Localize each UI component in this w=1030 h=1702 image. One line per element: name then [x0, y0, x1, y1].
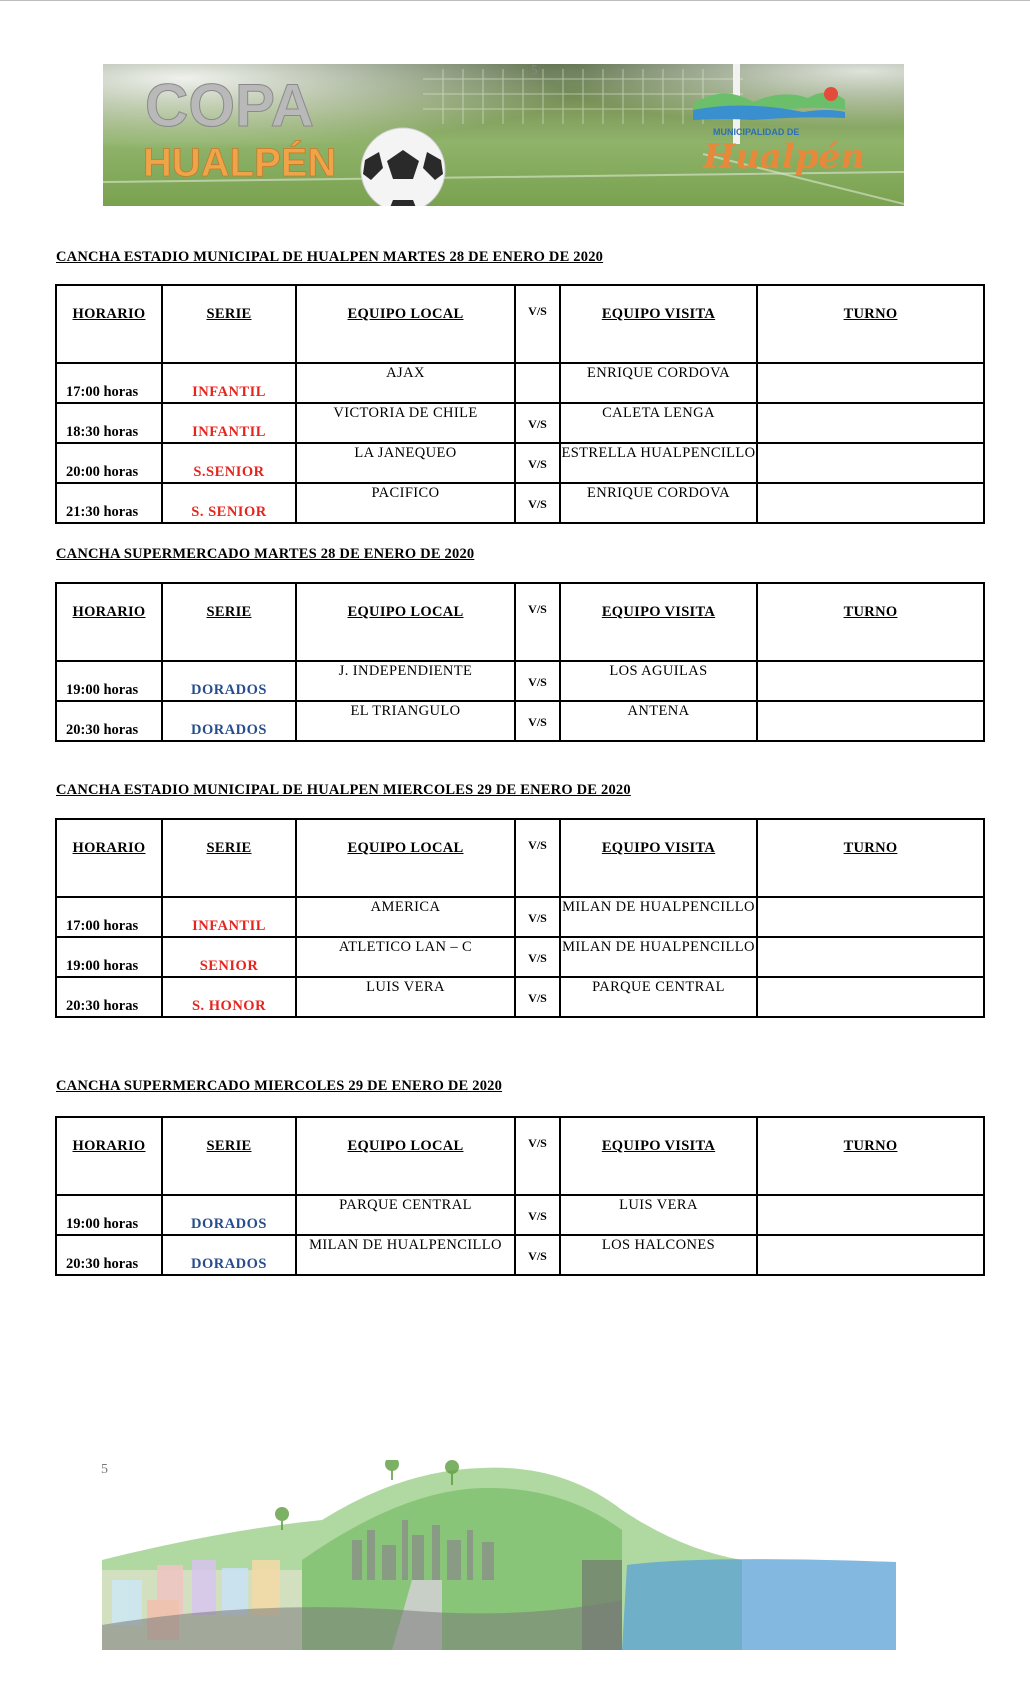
turno-cell: [757, 363, 984, 403]
header-equipo-local: EQUIPO LOCAL: [347, 306, 464, 322]
team-visita: ANTENA: [627, 703, 690, 719]
match-time: 20:00 horas: [66, 464, 139, 480]
team-local: J. INDEPENDIENTE: [338, 663, 473, 679]
team-local: ATLETICO LAN – C: [338, 939, 473, 955]
team-local: EL TRIANGULO: [350, 703, 461, 719]
table-header-row: [56, 1117, 984, 1195]
header-horario: HORARIO: [72, 1138, 146, 1154]
table-header-row: [56, 285, 984, 363]
table-row: [56, 363, 984, 403]
header-horario: HORARIO: [72, 840, 146, 856]
vs-label: V/S: [528, 911, 547, 925]
section-title: CANCHA ESTADIO MUNICIPAL DE HUALPEN MARTES 28 DE ENERO DE 2020: [56, 249, 604, 265]
turno-cell: [757, 937, 984, 977]
vs-label: V/S: [528, 1209, 547, 1223]
match-serie: INFANTIL: [192, 424, 266, 440]
match-time: 19:00 horas: [66, 1216, 139, 1232]
team-local: AMERICA: [370, 899, 441, 915]
turno-cell: [757, 483, 984, 523]
vs-label: V/S: [528, 675, 547, 689]
vs-label: V/S: [528, 497, 547, 511]
table-header-row: [56, 583, 984, 661]
match-serie: S. SENIOR: [191, 504, 267, 520]
header-equipo-local: EQUIPO LOCAL: [347, 840, 464, 856]
team-local: AJAX: [386, 365, 425, 381]
header-turno: TURNO: [843, 604, 898, 620]
team-visita: LOS HALCONES: [601, 1237, 716, 1253]
banner-logo-big: Hualpén: [703, 137, 865, 177]
top-rule: [0, 0, 1030, 1]
match-time: 17:00 horas: [66, 384, 139, 400]
page-number-top: 5: [531, 62, 538, 77]
header-cell: [162, 285, 296, 363]
header-equipo-local: EQUIPO LOCAL: [347, 604, 464, 620]
team-local: LA JANEQUEO: [354, 445, 457, 461]
table-row: [56, 1195, 984, 1235]
team-local: MILAN DE HUALPENCILLO: [309, 1237, 502, 1253]
header-cell: [296, 285, 515, 363]
banner-logo-small: MUNICIPALIDAD DE: [713, 127, 800, 137]
turno-cell: [757, 403, 984, 443]
match-serie: S.SENIOR: [193, 464, 265, 480]
team-local: VICTORIA DE CHILE: [333, 405, 478, 421]
turno-cell: [757, 977, 984, 1017]
hualpen-city-illustration: [102, 1460, 896, 1650]
match-time: 17:00 horas: [66, 918, 139, 934]
section-title: CANCHA SUPERMERCADO MIERCOLES 29 DE ENERO DE 2020: [56, 1078, 503, 1094]
match-serie: DORADOS: [190, 1216, 267, 1232]
turno-cell: [757, 1235, 984, 1275]
turno-cell: [757, 1195, 984, 1235]
schedule-table: [55, 1116, 985, 1276]
header-cell: [515, 285, 560, 363]
header-equipo-visita: EQUIPO VISITA: [601, 306, 716, 322]
match-time: 20:30 horas: [66, 722, 139, 738]
header-equipo-visita: EQUIPO VISITA: [601, 1138, 716, 1154]
header-cell: [56, 285, 162, 363]
header-turno: TURNO: [843, 306, 898, 322]
match-serie: INFANTIL: [192, 384, 266, 400]
match-serie: DORADOS: [190, 1256, 267, 1272]
turno-cell: [757, 661, 984, 701]
table-row: [56, 1235, 984, 1275]
vs-label: V/S: [528, 457, 547, 471]
match-time: 20:30 horas: [66, 1256, 139, 1272]
header-horario: HORARIO: [72, 604, 146, 620]
section-title: CANCHA ESTADIO MUNICIPAL DE HUALPEN MIERCOLES 29 DE ENERO DE 2020: [56, 782, 631, 798]
match-time: 21:30 horas: [66, 504, 139, 520]
table-row: [56, 701, 984, 741]
vs-label: V/S: [528, 417, 547, 431]
table-row: [56, 403, 984, 443]
header-cell: [757, 285, 984, 363]
turno-cell: [757, 443, 984, 483]
header-vs: V/S: [528, 1136, 547, 1150]
section-title: CANCHA SUPERMERCADO MARTES 28 DE ENERO DE 2020: [56, 546, 475, 562]
table-header-row: [56, 819, 984, 897]
page-number-bottom: 5: [101, 1462, 108, 1477]
table-row: [56, 897, 984, 937]
table-row: [56, 483, 984, 523]
team-visita: MILAN DE HUALPENCILLO: [562, 899, 755, 915]
match-time: 20:30 horas: [66, 998, 139, 1014]
vs-label: V/S: [528, 991, 547, 1005]
schedule-table: [55, 818, 985, 1018]
header-serie: SERIE: [206, 306, 252, 322]
header-vs: V/S: [528, 304, 547, 318]
turno-cell: [757, 897, 984, 937]
header-vs: V/S: [528, 838, 547, 852]
team-visita: CALETA LENGA: [602, 405, 715, 421]
copa-hualpen-banner: [103, 64, 904, 206]
header-equipo-local: EQUIPO LOCAL: [347, 1138, 464, 1154]
header-serie: SERIE: [206, 840, 252, 856]
team-visita: ESTRELLA HUALPENCILLO: [561, 445, 756, 461]
match-serie: DORADOS: [190, 682, 267, 698]
match-time: 19:00 horas: [66, 682, 139, 698]
table-row: [56, 443, 984, 483]
header-serie: SERIE: [206, 1138, 252, 1154]
table-row: [56, 977, 984, 1017]
team-visita: PARQUE CENTRAL: [592, 979, 725, 995]
table-row: [56, 661, 984, 701]
header-turno: TURNO: [843, 840, 898, 856]
banner-title-line1: COPA: [145, 72, 314, 139]
header-serie: SERIE: [206, 604, 252, 620]
turno-cell: [757, 701, 984, 741]
match-serie: INFANTIL: [192, 918, 266, 934]
match-time: 18:30 horas: [66, 424, 139, 440]
schedule-table: [55, 284, 985, 524]
header-horario: HORARIO: [72, 306, 146, 322]
team-visita: MILAN DE HUALPENCILLO: [562, 939, 755, 955]
match-serie: SENIOR: [199, 958, 259, 974]
team-local: LUIS VERA: [366, 979, 445, 995]
header-equipo-visita: EQUIPO VISITA: [601, 840, 716, 856]
table-row: [56, 937, 984, 977]
team-visita: LOS AGUILAS: [609, 663, 708, 679]
team-local: PARQUE CENTRAL: [339, 1197, 472, 1213]
match-serie: DORADOS: [190, 722, 267, 738]
team-local: PACIFICO: [371, 485, 440, 501]
vs-label: V/S: [528, 715, 547, 729]
match-time: 19:00 horas: [66, 958, 139, 974]
header-equipo-visita: EQUIPO VISITA: [601, 604, 716, 620]
match-serie: S. HONOR: [191, 998, 267, 1014]
team-visita: LUIS VERA: [619, 1197, 698, 1213]
vs-label: V/S: [528, 951, 547, 965]
header-vs: V/S: [528, 602, 547, 616]
header-turno: TURNO: [843, 1138, 898, 1154]
banner-title-line2: HUALPÉN: [143, 141, 337, 185]
team-visita: ENRIQUE CORDOVA: [586, 485, 731, 501]
vs-label: V/S: [528, 1249, 547, 1263]
team-visita: ENRIQUE CORDOVA: [586, 365, 731, 381]
banner-art: [103, 64, 904, 206]
header-cell: [560, 285, 757, 363]
schedule-table: [55, 582, 985, 742]
